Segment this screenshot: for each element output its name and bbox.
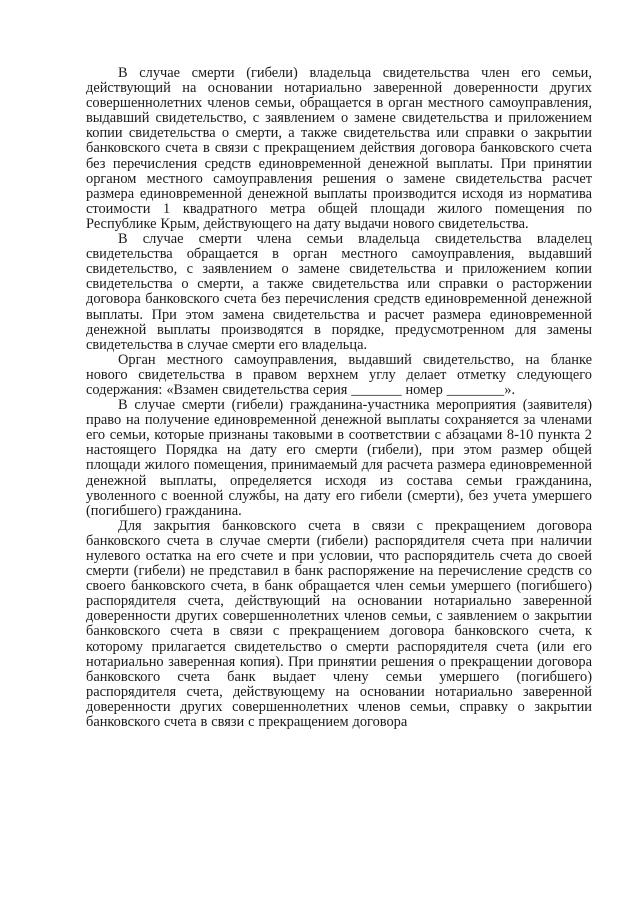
paragraph-replacement-mark: Орган местного самоуправления, выдавший свидетельство, на бланке нового свидетельства в правом верхнем углу делает отметку следующего содержания: «Взамен свидетельства серия _______ номер ________».	[86, 351, 592, 398]
paragraph-right-retained-by-family: В случае смерти (гибели) гражданина-участника мероприятия (заявителя) право на получение единовременной денежной выплаты сохраняется за членами его семьи, которые признаны таковыми в соответствии с абзацами 8-10 пункта 2 настоящего Порядка на дату его смерти (гибели), при этом размер общей площади жилого помещения, принимаемый для расчета размера единовременной денежной выплаты, определяется исходя из состава семьи гражданина, уволенного с военной службы, на дату его гибели (смерти), без учета умершего (погибшего) гражданина.	[86, 397, 592, 519]
paragraph-bank-account-closure: Для закрытия банковского счета в связи с прекращением договора банковского счета в случае смерти (гибели) распорядителя счета при наличии нулевого остатка на его счете и при условии, что распорядитель счета до своей смерти (гибели) не представил в банк распоряжение на перечисление средств со своего банковского счета, в банк обращается член семьи умершего (погибшего) распорядителя счета, действующий на основании нотариально заверенной доверенности других совершеннолетних членов семьи, с заявлением о закрытии банковского счета в связи с прекращением договора банковского счета, к которому прилагается свидетельство о смерти распорядителя счета (или его нотариально заверенная копия). При принятии решения о прекращении договора банковского счета банк выдает члену семьи умершего (погибшего) распорядителя счета, действующему на основании нотариально заверенной доверенности других совершеннолетних членов семьи, справку о закрытии банковского счета в связи с прекращением договора	[86, 517, 592, 731]
document-body	[86, 66, 592, 730]
paragraph-death-of-certificate-holder: В случае смерти (гибели) владельца свидетельства член его семьи, действующий на основании нотариально заверенной доверенности других совершеннолетних членов семьи, обращается в орган местного самоуправления, выдавший свидетельство, с заявлением о замене свидетельства и приложением копии свидетельства о смерти, а также свидетельства или справки о закрытии банковского счета в связи с прекращением действия договора банковского счета без перечисления средств единовременной денежной выплаты. При принятии органом местного самоуправления решения о замене свидетельства расчет размера единовременной денежной выплаты производится исходя из норматива стоимости 1 квадратного метра общей площади жилого помещения по Республике Крым, действующего на дату выдачи нового свидетельства.	[86, 65, 592, 232]
paragraph-death-of-family-member: В случае смерти члена семьи владельца свидетельства владелец свидетельства обращается в орган местного самоуправления, выдавший свидетельство, с заявлением о замене свидетельства и приложением копии свидетельства о смерти, а также свидетельства или справки о расторжении договора банковского счета без перечисления средств единовременной денежной выплаты. При этом замена свидетельства и расчет размера единовременной денежной выплаты производятся в порядке, предусмотренном для замены свидетельства в случае смерти его владельца.	[86, 231, 592, 353]
